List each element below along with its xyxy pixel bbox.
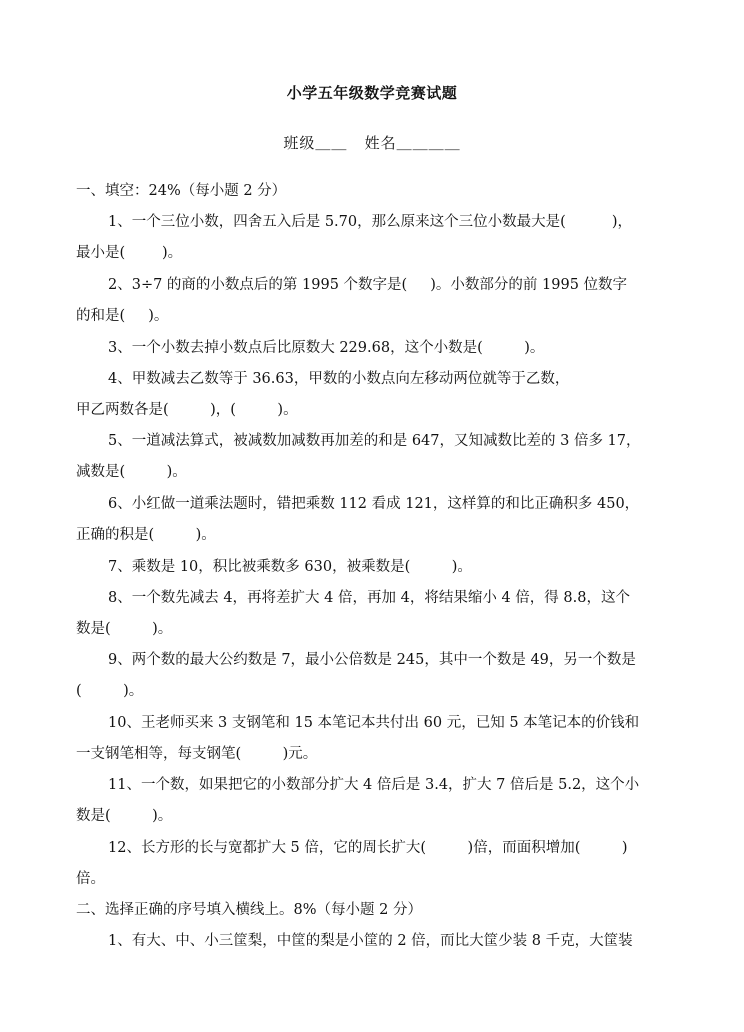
q11-line2: 数是( )。 xyxy=(76,808,173,824)
q7-line1: 7、乘数是 10，积比被乘数多 630，被乘数是( )。 xyxy=(108,559,472,575)
exam-title: 小学五年级数学竞赛试题 xyxy=(286,84,458,102)
section2-heading: 二、选择正确的序号填入横线上。8%（每小题 2 分） xyxy=(76,902,422,918)
q11-line1: 11、一个数，如果把它的小数部分扩大 4 倍后是 3.4，扩大 7 倍后是 5.2，这个小 xyxy=(108,777,640,793)
q1-line2: 最小是( )。 xyxy=(76,245,183,261)
class-name-line: 班级＿＿ 姓名＿＿＿＿ xyxy=(283,134,461,152)
q10-line1: 10、王老师买来 3 支钢笔和 15 本笔记本共付出 60 元，已知 5 本笔记本的价钱和 xyxy=(108,715,640,731)
section1-heading: 一、填空：24%（每小题 2 分） xyxy=(76,183,287,199)
q3-line1: 3、一个小数去掉小数点后比原数大 229.68，这个小数是( )。 xyxy=(108,340,545,356)
q2-line1: 2、3÷7 的商的小数点后的第 1995 个数字是( )。小数部分的前 1995 位数字 xyxy=(108,277,628,293)
q6-line2: 正确的积是( )。 xyxy=(76,527,216,543)
q12-line2: 倍。 xyxy=(76,871,105,887)
q9-line2: ( )。 xyxy=(76,683,144,699)
q12-line1: 12、长方形的长与宽都扩大 5 倍，它的周长扩大( )倍，而面积增加( ) xyxy=(108,840,628,856)
q8-line1: 8、一个数先减去 4，再将差扩大 4 倍，再加 4，将结果缩小 4 倍，得 8.8，这个 xyxy=(108,590,630,606)
q5-line2: 减数是( )。 xyxy=(76,464,187,480)
q6-line1: 6、小红做一道乘法题时，错把乘数 112 看成 121，这样算的和比正确积多 450， xyxy=(108,496,640,512)
q1-line1: 1、一个三位小数，四舍五入后是 5.70，那么原来这个三位小数最大是( )， xyxy=(108,214,633,230)
q8-line2: 数是( )。 xyxy=(76,621,173,637)
s2-q1-line1: 1、有大、中、小三筐梨，中筐的梨是小筐的 2 倍，而比大筐少装 8 千克，大筐装 xyxy=(108,933,633,949)
q4-line1: 4、甲数减去乙数等于 36.63，甲数的小数点向左移动两位就等于乙数， xyxy=(108,371,570,387)
q4-line2: 甲乙两数各是( )，( )。 xyxy=(76,402,298,418)
q2-line2: 的和是( )。 xyxy=(76,308,169,324)
q10-line2: 一支钢笔相等，每支钢笔( )元。 xyxy=(76,746,318,762)
q9-line1: 9、两个数的最大公约数是 7，最小公倍数是 245，其中一个数是 49，另一个数是 xyxy=(108,652,636,668)
q5-line1: 5、一道减法算式，被减数加减数再加差的和是 647，又知减数比差的 3 倍多 17， xyxy=(108,433,641,449)
